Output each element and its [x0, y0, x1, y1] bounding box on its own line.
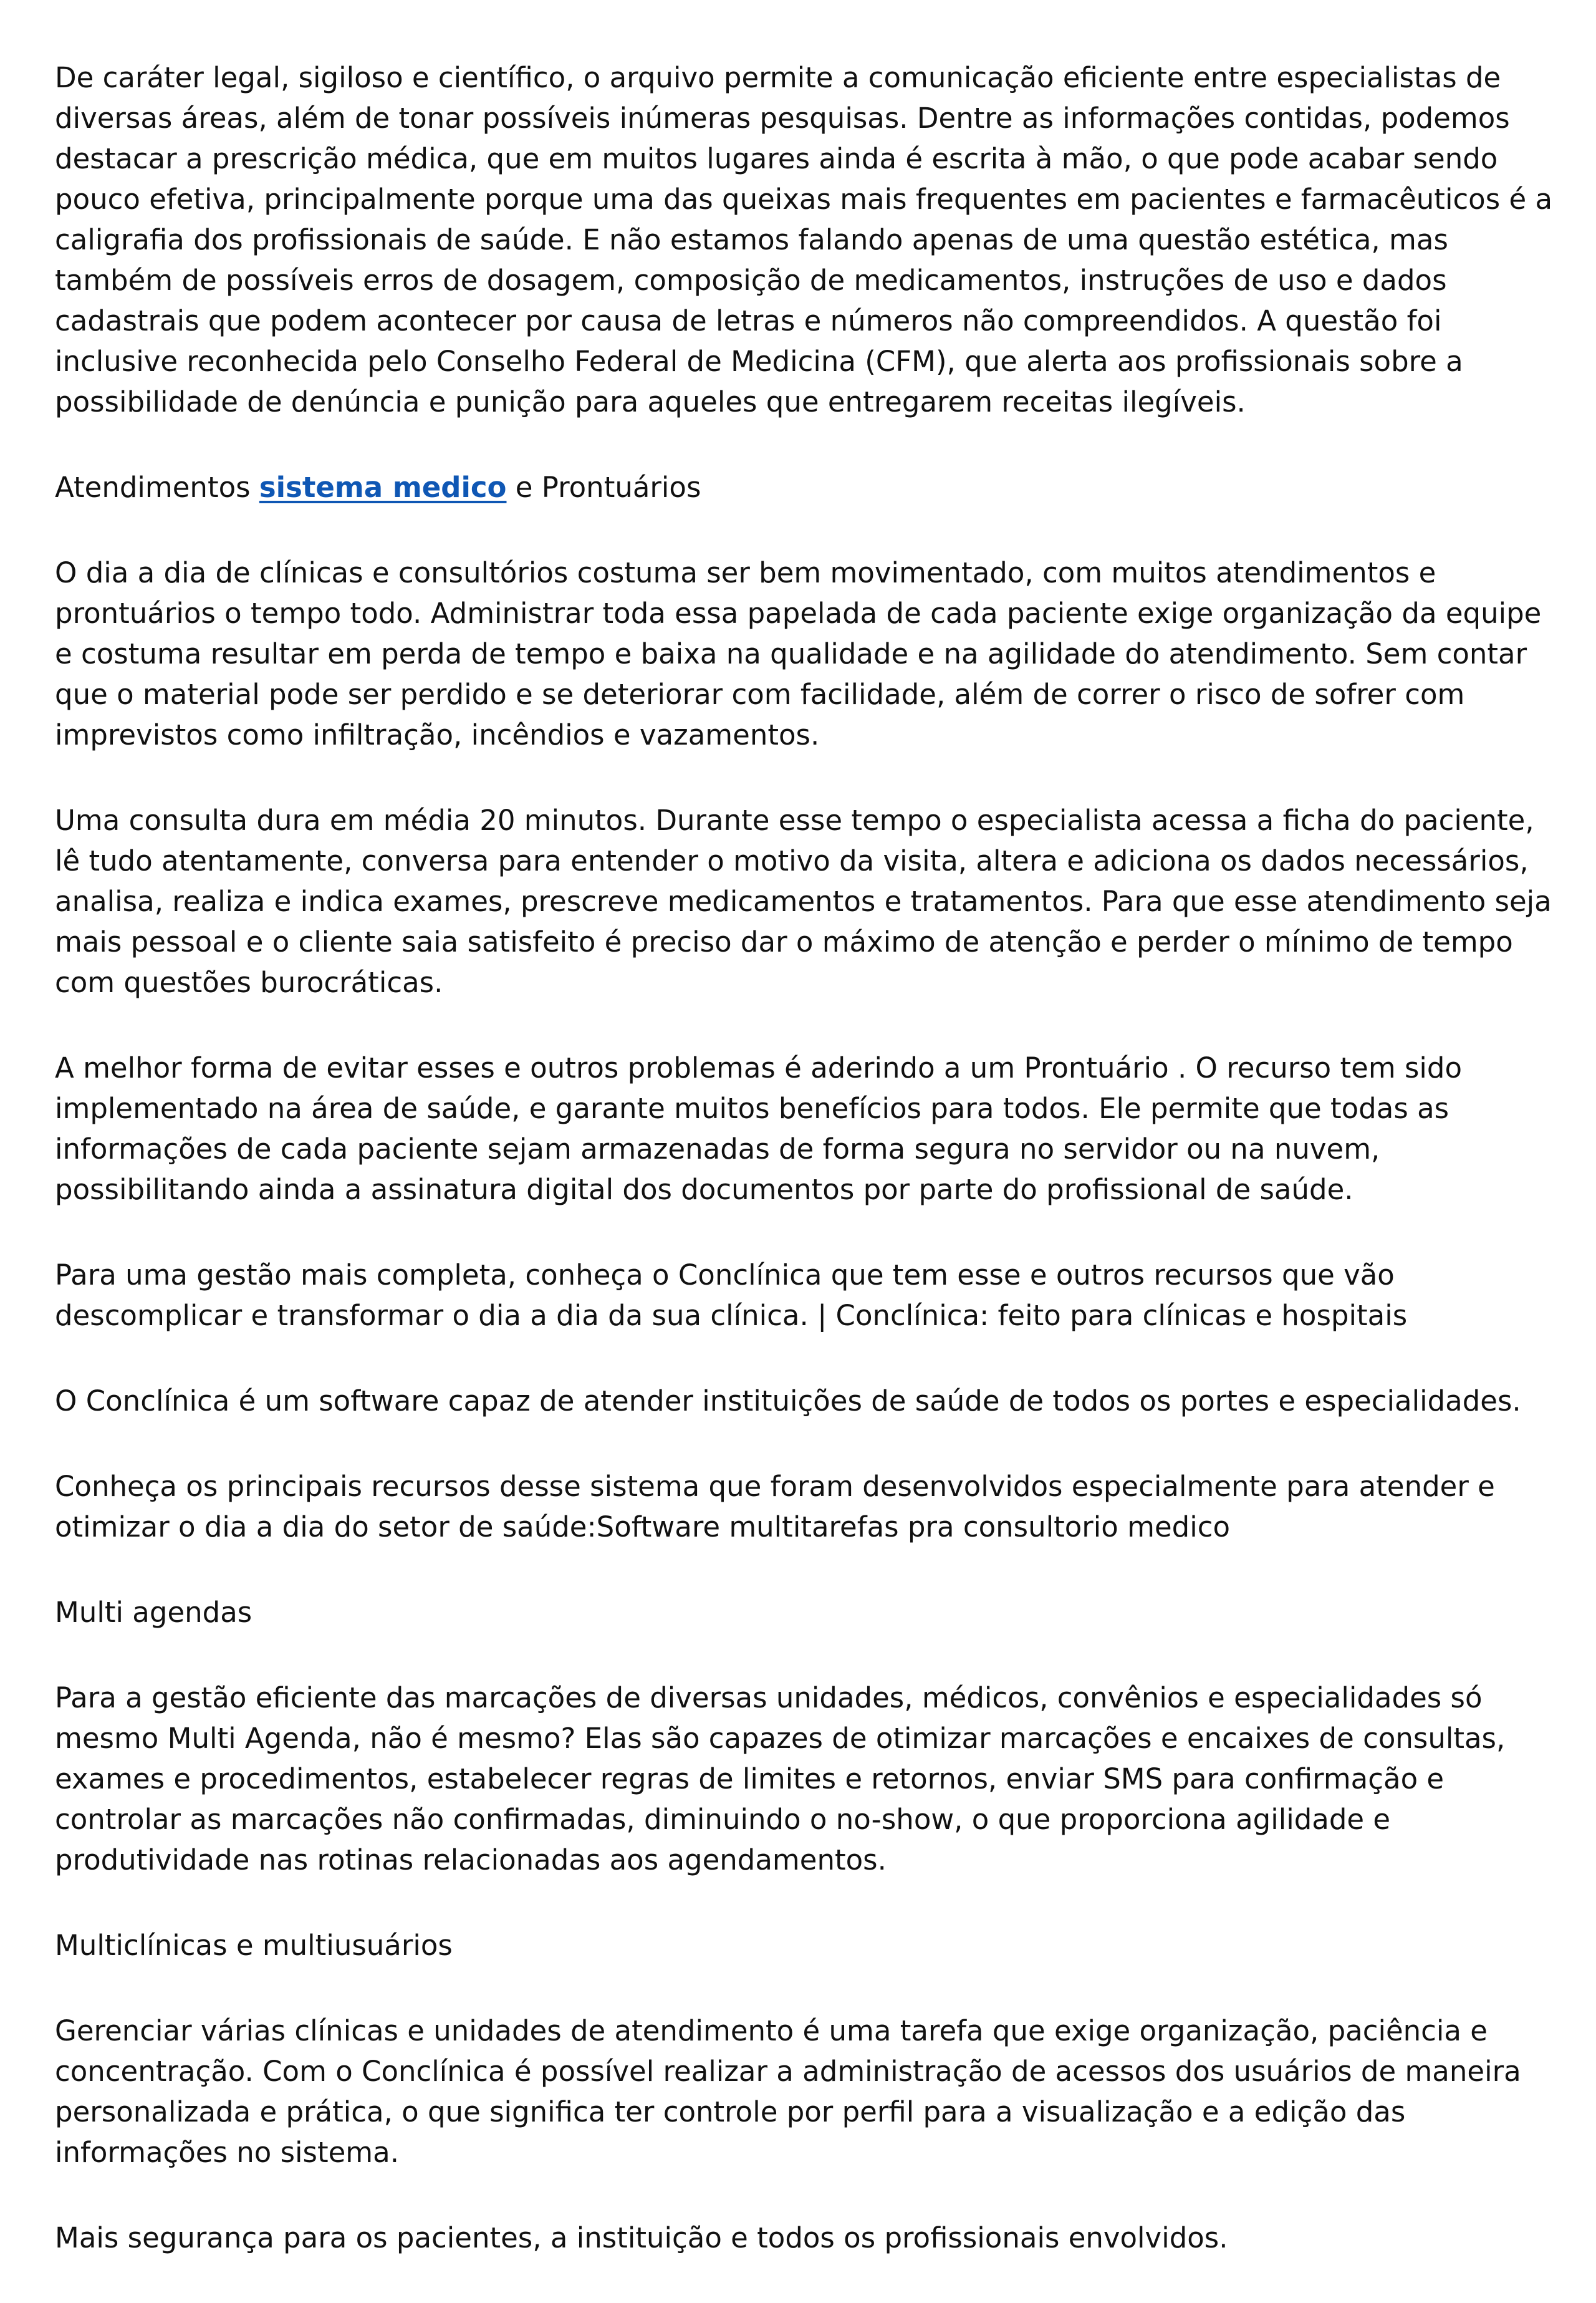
sistema-medico-link[interactable]: sistema medico: [259, 471, 507, 504]
heading-suffix: e Prontuários: [506, 471, 701, 504]
paragraph-melhor-forma: A melhor forma de evitar esses e outros problemas é aderindo a um Prontuário . O recurso tem sido implementado na área de saúde, e garante muitos benefícios para todos. Ele permite que todas as informações de cada paciente sejam armazenadas de forma segura no servidor ou na nuvem, possibilitando ainda a assinatura digital dos documentos por parte do profissional de saúde.: [55, 1051, 1463, 1206]
paragraph-multiclinicas: Gerenciar várias clínicas e unidades de atendimento é uma tarefa que exige organização, paciência e concentração. Com o Conclínica é possível realizar a administração de acessos dos usuários de maneira personalizada e prática, o que significa ter controle por perfil para a visualização e a edição das informações no sistema.: [55, 2014, 1521, 2169]
section-heading-multi-agendas: Multi agendas: [55, 1596, 252, 1629]
paragraph-conclinica-software: O Conclínica é um software capaz de atender instituições de saúde de todos os portes e especialidades.: [55, 1384, 1521, 1417]
paragraph-multi-agendas: Para a gestão eficiente das marcações de diversas unidades, médicos, convênios e especialidades só mesmo Multi Agenda, não é mesmo? Elas são capazes de otimizar marcações e encaixes de consultas, exames e procedimentos, estabelecer regras de limites e retornos, enviar SMS para confirmação e controlar as marcações não confirmadas, diminuindo o no-show, o que proporciona agilidade e produtividade nas rotinas relacionadas aos agendamentos.: [55, 1681, 1506, 1876]
paragraph-gestao-completa: Para uma gestão mais completa, conheça o Conclínica que tem esse e outros recursos que vão descomplicar e transformar o dia a dia da sua clínica. | Conclínica: feito para clínicas e hospitais: [55, 1258, 1408, 1332]
section-heading-multiclinicas: Multiclínicas e multiusuários: [55, 1929, 453, 1962]
paragraph-principais-recursos: Conheça os principais recursos desse sistema que foram desenvolvidos especialmente para atender e otimizar o dia a dia do setor de saúde:Software multitarefas pra consultorio medico: [55, 1470, 1495, 1543]
heading-prefix: Atendimentos: [55, 471, 259, 504]
paragraph-prontuario-legal: De caráter legal, sigiloso e científico, o arquivo permite a comunicação eficiente entre especialistas de diversas áreas, além de tonar possíveis inúmeras pesquisas. Dentre as informações contidas, podemos destacar a prescrição médica, que em muitos lugares ainda é escrita à mão, o que pode acabar sendo pouco efetiva, principalmente porque uma das queixas mais frequentes em pacientes e farmacêuticos é a caligrafia dos profissionais de saúde. E não estamos falando apenas de uma questão estética, mas também de possíveis erros de dosagem, composição de medicamentos, instruções de uso e dados cadastrais que podem acontecer por causa de letras e números não compreendidos. A questão foi inclusive reconhecida pelo Conselho Federal de Medicina (CFM), que alerta aos profissionais sobre a possibilidade de denúncia e punição para aqueles que entregarem receitas ilegíveis.: [55, 61, 1553, 418]
document-body: [55, 57, 1564, 2303]
section-heading-atendimentos: [55, 467, 1564, 508]
paragraph-seguranca: Mais segurança para os pacientes, a instituição e todos os profissionais envolvidos.: [55, 2221, 1228, 2254]
paragraph-dia-a-dia: O dia a dia de clínicas e consultórios costuma ser bem movimentado, com muitos atendimentos e prontuários o tempo todo. Administrar toda essa papelada de cada paciente exige organização da equipe e costuma resultar em perda de tempo e baixa na qualidade e na agilidade do atendimento. Sem contar que o material pode ser perdido e se deteriorar com facilidade, além de correr o risco de sofrer com imprevistos como infiltração, incêndios e vazamentos.: [55, 556, 1542, 751]
paragraph-consulta: Uma consulta dura em média 20 minutos. Durante esse tempo o especialista acessa a ficha do paciente, lê tudo atentamente, conversa para entender o motivo da visita, altera e adiciona os dados necessários, analisa, realiza e indica exames, prescreve medicamentos e tratamentos. Para que esse atendimento seja mais pessoal e o cliente saia satisfeito é preciso dar o máximo de atenção e perder o mínimo de tempo com questões burocráticas.: [55, 804, 1552, 999]
